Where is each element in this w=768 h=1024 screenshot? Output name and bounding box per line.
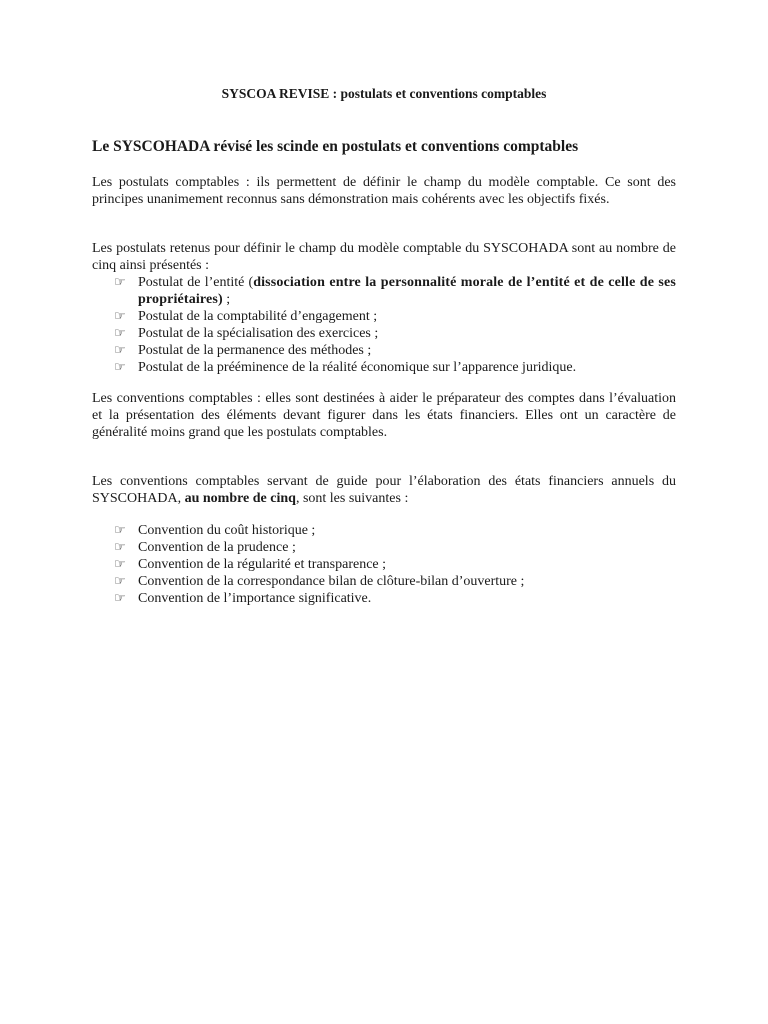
pointing-hand-icon: ☞ bbox=[114, 557, 126, 572]
list-item bbox=[114, 573, 676, 590]
list-item bbox=[114, 539, 676, 556]
postulat-entity-prefix: Postulat de l’entité ( bbox=[138, 275, 254, 290]
postulat-label: Postulat de la spécialisation des exercices ; bbox=[138, 326, 379, 341]
convention-label: Convention de la correspondance bilan de clôture-bilan d’ouverture ; bbox=[138, 574, 525, 589]
list-item bbox=[114, 590, 676, 607]
conventions-intro-suffix: , sont les suivantes : bbox=[295, 491, 409, 506]
list-item bbox=[114, 556, 676, 573]
postulat-label: Postulat de la prééminence de la réalité économique sur l’apparence juridique. bbox=[138, 360, 577, 375]
paragraph-conventions-definition: Les conventions comptables : elles sont destinées à aider le préparateur des comptes dans l’évaluation et la présentation des éléments devant figurer dans les états financiers. Elles ont un caractère de généralité moins grand que les postulats comptables. bbox=[92, 391, 676, 440]
postulat-entity-suffix: ; bbox=[222, 292, 231, 307]
paragraph-postulats-intro: Les postulats retenus pour définir le champ du modèle comptable du SYSCOHADA sont au nombre de cinq ainsi présentés : bbox=[92, 241, 676, 273]
convention-label: Convention de la régularité et transparence ; bbox=[138, 557, 387, 572]
pointing-hand-icon: ☞ bbox=[114, 360, 126, 375]
convention-label: Convention de l’importance significative. bbox=[138, 591, 372, 606]
pointing-hand-icon: ☞ bbox=[114, 591, 126, 606]
postulat-entity-bold: dissociation entre la personnalité morale de l’entité et de celle de ses propriétaires) bbox=[138, 275, 676, 307]
pointing-hand-icon: ☞ bbox=[114, 343, 126, 358]
postulat-label: Postulat de la permanence des méthodes ; bbox=[138, 343, 372, 358]
list-item bbox=[114, 522, 676, 539]
pointing-hand-icon: ☞ bbox=[114, 326, 126, 341]
section-heading: Le SYSCOHADA révisé les scinde en postulats et conventions comptables bbox=[92, 138, 579, 155]
document-title: SYSCOA REVISE : postulats et conventions comptables bbox=[221, 86, 547, 101]
list-item bbox=[114, 342, 676, 359]
pointing-hand-icon: ☞ bbox=[114, 309, 126, 324]
list-item bbox=[114, 274, 676, 308]
list-item bbox=[114, 359, 676, 376]
conventions-intro-prefix: Les conventions comptables servant de guide pour l’élaboration des états financiers annuels du SYSCOHADA, bbox=[92, 474, 676, 506]
postulats-list bbox=[114, 274, 676, 376]
postulat-label: Postulat de la comptabilité d’engagement ; bbox=[138, 309, 378, 324]
conventions-list bbox=[114, 522, 676, 607]
paragraph-conventions-intro bbox=[92, 473, 676, 507]
convention-label: Convention de la prudence ; bbox=[138, 540, 296, 555]
pointing-hand-icon: ☞ bbox=[114, 540, 126, 555]
list-item bbox=[114, 308, 676, 325]
conventions-intro-bold: au nombre de cinq bbox=[184, 491, 296, 506]
list-item bbox=[114, 325, 676, 342]
paragraph-postulats-definition: Les postulats comptables : ils permettent de définir le champ du modèle comptable. Ce sont des principes unanimement reconnus sans démonstration mais cohérents avec les objectifs fixés. bbox=[92, 175, 676, 207]
pointing-hand-icon: ☞ bbox=[114, 275, 126, 290]
convention-label: Convention du coût historique ; bbox=[138, 523, 316, 538]
pointing-hand-icon: ☞ bbox=[114, 523, 126, 538]
pointing-hand-icon: ☞ bbox=[114, 574, 126, 589]
